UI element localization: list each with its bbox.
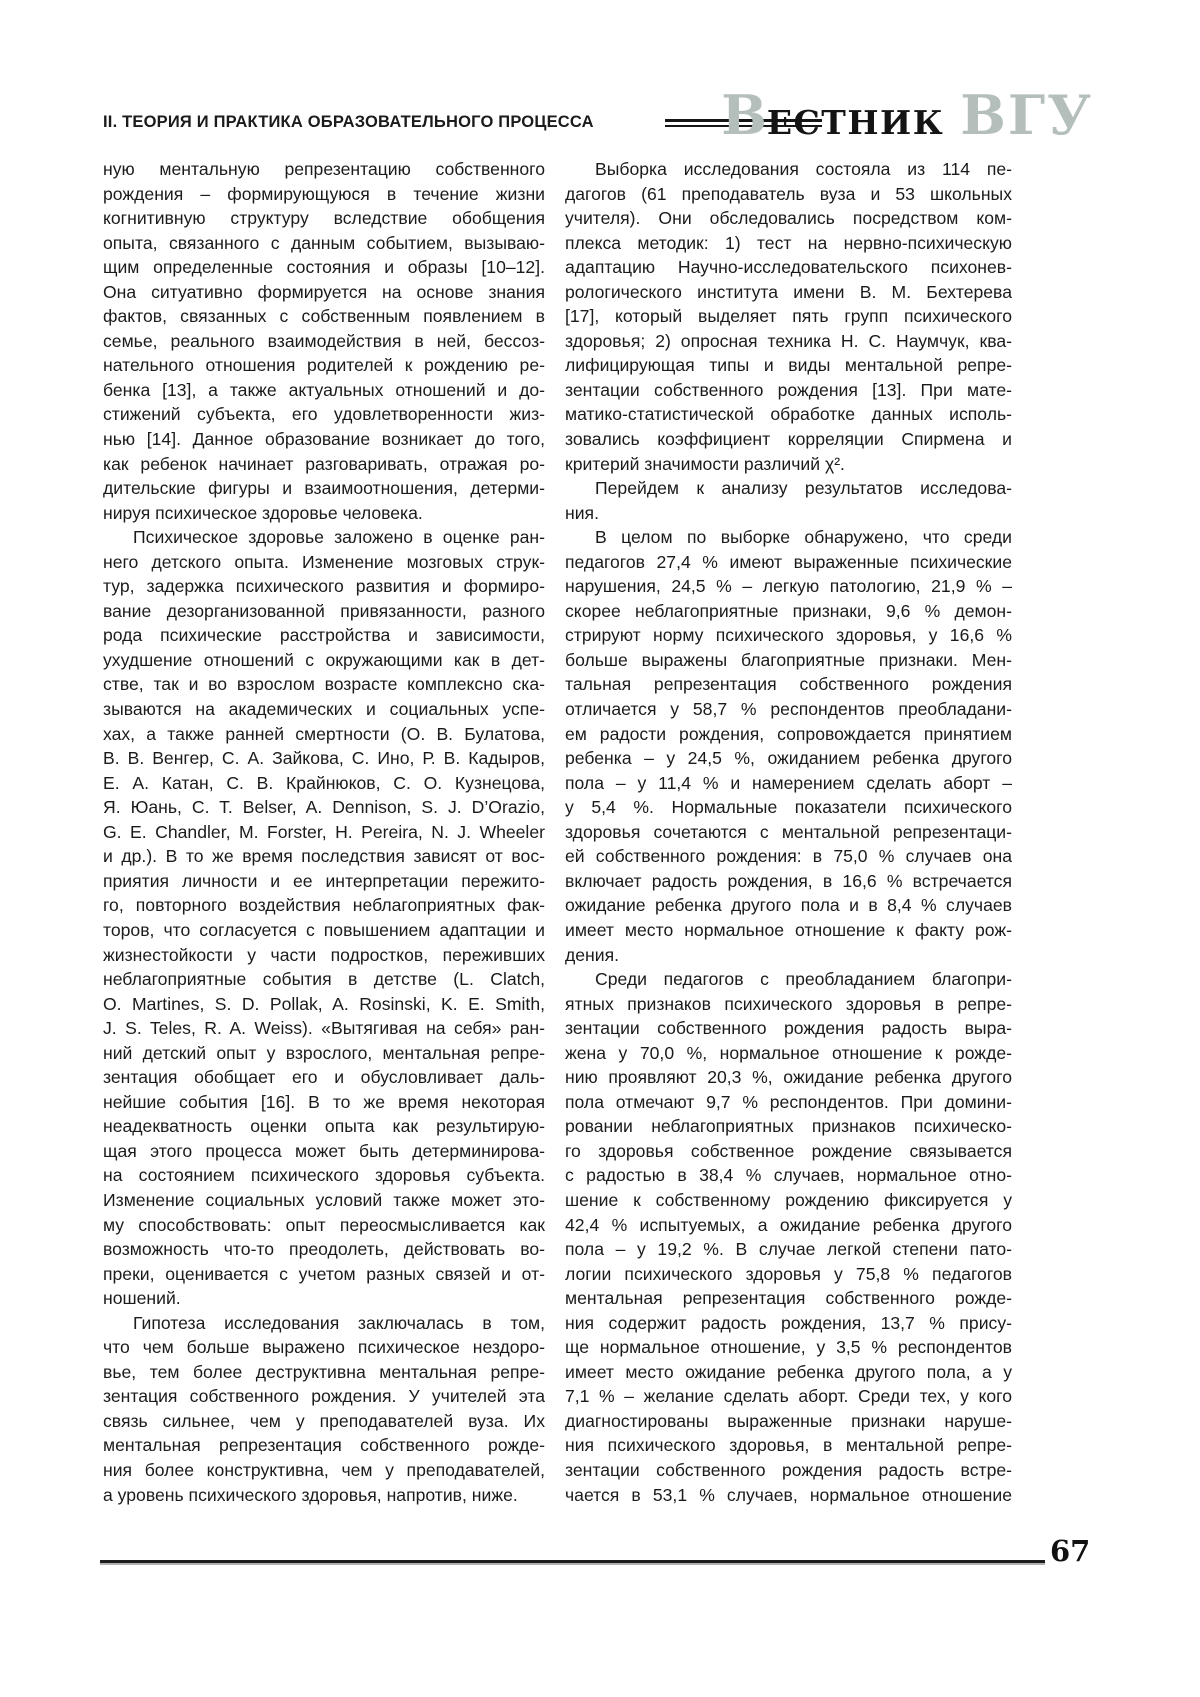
text-line: пола отмечают 9,7 % респондентов. При домини- <box>565 1091 1012 1112</box>
text-line: Изменение социальных условий также может это- <box>103 1189 545 1210</box>
text-line: приятия личности и ее интерпретации пережито- <box>103 870 545 891</box>
text-line: стижений субъекта, его удовлетворенности жиз- <box>103 404 545 425</box>
text-line: зентации собственного рождения радость выра- <box>565 1018 1012 1039</box>
text-line: с радостью в 38,4 % случаев, нормальное отно- <box>565 1165 1012 1186</box>
text-line: нью [14]. Данное образование возникает до того, <box>103 429 545 450</box>
text-line: больше выражены благоприятные признаки. Мен- <box>565 649 1012 670</box>
text-line: включает радость рождения, в 16,6 % встречается <box>565 870 1012 891</box>
text-line: зентации собственного рождения радость встре- <box>565 1459 1012 1480</box>
article-body <box>103 157 1012 1507</box>
text-line: нейшие события [16]. В то же время некоторая <box>103 1091 545 1112</box>
text-line: тур, задержка психического развития и формиро- <box>103 576 545 597</box>
text-line: учителя). Они обследовались посредством ком- <box>565 208 1012 229</box>
text-line: чается в 53,1 % случаев, нормальное отношение <box>565 1484 1012 1505</box>
column-left <box>103 157 545 1507</box>
text-line: зовались коэффициент корреляции Спирмена и <box>565 429 1012 450</box>
text-line: логии психического здоровья у 75,8 % педагогов <box>565 1263 1012 1284</box>
text-line: ную ментальную репрезентацию собственного <box>103 159 545 179</box>
text-line: ей собственного рождения: в 75,0 % случаев она <box>565 846 1012 867</box>
text-line: ментальная репрезентация собственного рожде- <box>565 1288 1012 1309</box>
section-title: II. ТЕОРИЯ И ПРАКТИКА ОБРАЗОВАТЕЛЬНОГО ПРОЦЕССА <box>103 113 594 131</box>
text-line: здоровья сочетаются с ментальной репрезентаци- <box>565 821 1012 842</box>
text-line: тальная репрезентация собственного рождения <box>565 674 1012 695</box>
text-line: дения. <box>565 944 620 965</box>
text-line: ния. <box>565 502 599 523</box>
text-line: Перейдем к анализу результатов исследова- <box>595 478 1012 499</box>
text-line: щая этого процесса может быть детерминирова- <box>103 1140 545 1161</box>
text-line: ребенка – у 24,5 %, ожиданием ребенка другого <box>565 748 1012 769</box>
text-line: зентация обобщает его и обусловливает даль- <box>103 1067 545 1088</box>
text-line: критерий значимости различий χ². <box>565 453 845 474</box>
text-line: преки, оценивается с учетом разных связей и от- <box>103 1263 545 1284</box>
text-line: связь сильнее, чем у преподавателей вуза. Их <box>103 1410 545 1431</box>
text-line: го, повторного воздействия неблагоприятных фак- <box>103 895 545 916</box>
text-line: возможность что-то преодолеть, действовать во- <box>103 1239 545 1260</box>
text-line: хах, а также ранней смертности (О. В. Булатова, <box>103 723 545 744</box>
text-line: жена у 70,0 %, нормальное отношение к рожде- <box>565 1042 1012 1063</box>
text-line: ще нормальное отношение, у 3,5 % респондентов <box>565 1337 1012 1358</box>
text-line: 42,4 % испытуемых, а ожидание ребенка другого <box>565 1214 1012 1235</box>
text-line: торов, что согласуется с повышением адаптации и <box>103 919 545 940</box>
text-line: ментальная репрезентация собственного рожде- <box>103 1435 545 1456</box>
text-line: ожидание ребенка другого пола и в 8,4 % случаев <box>565 895 1012 916</box>
text-line: бенка [13], а также актуальных отношений и до- <box>103 379 545 400</box>
text-line: го здоровья собственное рождение связывается <box>565 1140 1012 1161</box>
text-line: [17], который выделяет пять групп психического <box>565 306 1012 327</box>
text-line: адаптацию Научно-исследовательского психонев- <box>565 257 1012 278</box>
text-line: Гипотеза исследования заключалась в том, <box>133 1312 545 1333</box>
logo-initial-letter: В <box>721 83 767 147</box>
text-line: у 5,4 %. Нормальные показатели психического <box>565 797 1012 818</box>
text-line: Психическое здоровье заложено в оценке ран- <box>133 527 545 548</box>
text-line: рождения – формирующуюся в течение жизни <box>103 183 545 204</box>
text-line: скорее неблагоприятные признаки, 9,6 % демон- <box>565 600 1012 621</box>
text-line: Выборка исследования состояла из 114 пе- <box>595 159 1012 179</box>
text-line: пола – у 11,4 % и намерением сделать аборт – <box>565 772 1012 793</box>
text-line: и др.). В то же время последствия зависят от вос- <box>103 846 545 867</box>
text-line: лифицирующая типы и виды ментальной репре- <box>565 355 1012 376</box>
text-line: стрируют норму психического здоровья, у 16,6 % <box>565 625 1012 646</box>
text-line: ухудшение отношений с окружающими как в дет- <box>103 649 545 670</box>
text-line: Среди педагогов с преобладанием благопри- <box>595 969 1012 990</box>
text-line: ровании неблагоприятных признаков психическо- <box>565 1116 1012 1137</box>
text-line: семье, реального взаимодействия в ней, бессоз- <box>103 330 545 351</box>
text-line: ем радости рождения, сопровождается принятием <box>565 723 1012 744</box>
text-line: дительские фигуры и взаимоотношения, детерми- <box>103 478 545 499</box>
text-line: O. Martines, S. D. Pollak, A. Rosinski, K. E. Smith, <box>103 993 545 1014</box>
text-line: что чем больше выражено психическое нездоро- <box>103 1337 545 1358</box>
text-line: ношений. <box>103 1288 181 1309</box>
text-line: шение к собственному рождению фиксируется у <box>565 1189 1012 1210</box>
text-line: Е. А. Катан, С. В. Крайнюков, С. О. Кузнецова, <box>103 772 545 793</box>
text-line: него детского опыта. Изменение мозговых струк- <box>103 551 545 572</box>
page-number: 67 <box>1050 1534 1091 1568</box>
logo-word-rest: ЕСТНИК <box>766 103 945 142</box>
text-line: 7,1 % – желание сделать аборт. Среди тех, у кого <box>565 1386 1012 1407</box>
text-line: рода психические расстройства и зависимости, <box>103 625 545 646</box>
text-line: дагогов (61 преподаватель вуза и 53 школьных <box>565 183 1012 204</box>
text-line: рологического института имени В. М. Бехтерева <box>565 281 1012 302</box>
text-line: В. В. Венгер, С. А. Зайкова, С. Ино, Р. В. Кадыров, <box>103 748 545 769</box>
text-line: жизнестойкости у части подростков, переживших <box>103 944 545 965</box>
journal-logo <box>721 83 1093 147</box>
page-header <box>103 83 1093 147</box>
text-line: имеет место ожидание ребенка другого пола, а у <box>565 1361 1012 1382</box>
text-line: нательного отношения родителей к рождению ре- <box>103 355 545 376</box>
text-line: здоровья; 2) опросная техника Н. С. Наумчук, ква- <box>565 330 1012 351</box>
text-line: педагогов 27,4 % имеют выраженные психические <box>565 551 1012 572</box>
text-line: G. E. Chandler, M. Forster, H. Pereira, N. J. Wheeler <box>103 821 545 842</box>
text-line: имеет место нормальное отношение к факту рож- <box>565 919 1012 940</box>
text-line: му способствовать: опыт переосмысливается как <box>103 1214 545 1235</box>
text-line: зываются на академических и социальных успе- <box>103 699 545 720</box>
text-line: фактов, связанных с собственным появлением в <box>103 306 545 327</box>
column-right <box>565 157 1012 1507</box>
text-line: неадекватность оценки опыта как результирую- <box>103 1116 545 1137</box>
footer-rule <box>100 1560 1045 1565</box>
text-line: нарушения, 24,5 % – легкую патологию, 21,9 % – <box>565 576 1012 597</box>
text-line: ния более конструктивна, чем у преподавателей, <box>103 1459 545 1480</box>
text-line: а уровень психического здоровья, напротив, ниже. <box>103 1484 518 1505</box>
text-line: ния содержит радость рождения, 13,7 % прису- <box>565 1312 1012 1333</box>
text-line: Она ситуативно формируется на основе знания <box>103 281 545 302</box>
text-line: вье, тем более деструктивна ментальная репре- <box>103 1361 545 1382</box>
text-line: на состоянием психического здоровья субъекта. <box>103 1165 545 1186</box>
text-line: диагностированы выраженные признаки наруше- <box>565 1410 1012 1431</box>
text-line: пола – у 19,2 %. В случае легкой степени пато- <box>565 1239 1012 1260</box>
text-line: отличается у 58,7 % респондентов преобладани- <box>565 699 1012 720</box>
text-line: зентация собственного рождения. У учителей эта <box>103 1386 545 1407</box>
text-line: ятных признаков психического здоровья в репре- <box>565 993 1012 1014</box>
text-line: как ребенок начинает разговаривать, отражая ро- <box>103 453 545 474</box>
text-line: ний детский опыт у взрослого, ментальная репре- <box>103 1042 545 1063</box>
text-line: матико-статистической обработке данных исполь- <box>565 404 1012 425</box>
text-line: J. S. Teles, R. A. Weiss). «Вытягивая на себя» ран- <box>103 1018 545 1039</box>
logo-vgu: ВГУ <box>960 83 1093 147</box>
text-line: стве, так и во взрослом возрасте комплексно ска- <box>103 674 545 695</box>
text-line: В целом по выборке обнаружено, что среди <box>595 527 1012 548</box>
text-line: нию проявляют 20,3 %, ожидание ребенка другого <box>565 1067 1012 1088</box>
text-line: вание дезорганизованной привязанности, разного <box>103 600 545 621</box>
text-line: ния психического здоровья, в ментальной репре- <box>565 1435 1012 1456</box>
text-line: когнитивную структуру вследствие обобщения <box>103 208 545 229</box>
text-line: плекса методик: 1) тест на нервно-психическую <box>565 232 1012 253</box>
text-line: Я. Юань, C. T. Belser, A. Dennison, S. J. D’Orazio, <box>103 797 545 818</box>
text-line: щим определенные состояния и образы [10–12]. <box>103 257 545 278</box>
text-line: неблагоприятные события в детстве (L. Clatch, <box>103 969 545 990</box>
text-line: нируя психическое здоровье человека. <box>103 502 423 523</box>
text-line: зентации собственного рождения [13]. При мате- <box>565 379 1012 400</box>
text-line: опыта, связанного с данным событием, вызываю- <box>103 232 545 253</box>
